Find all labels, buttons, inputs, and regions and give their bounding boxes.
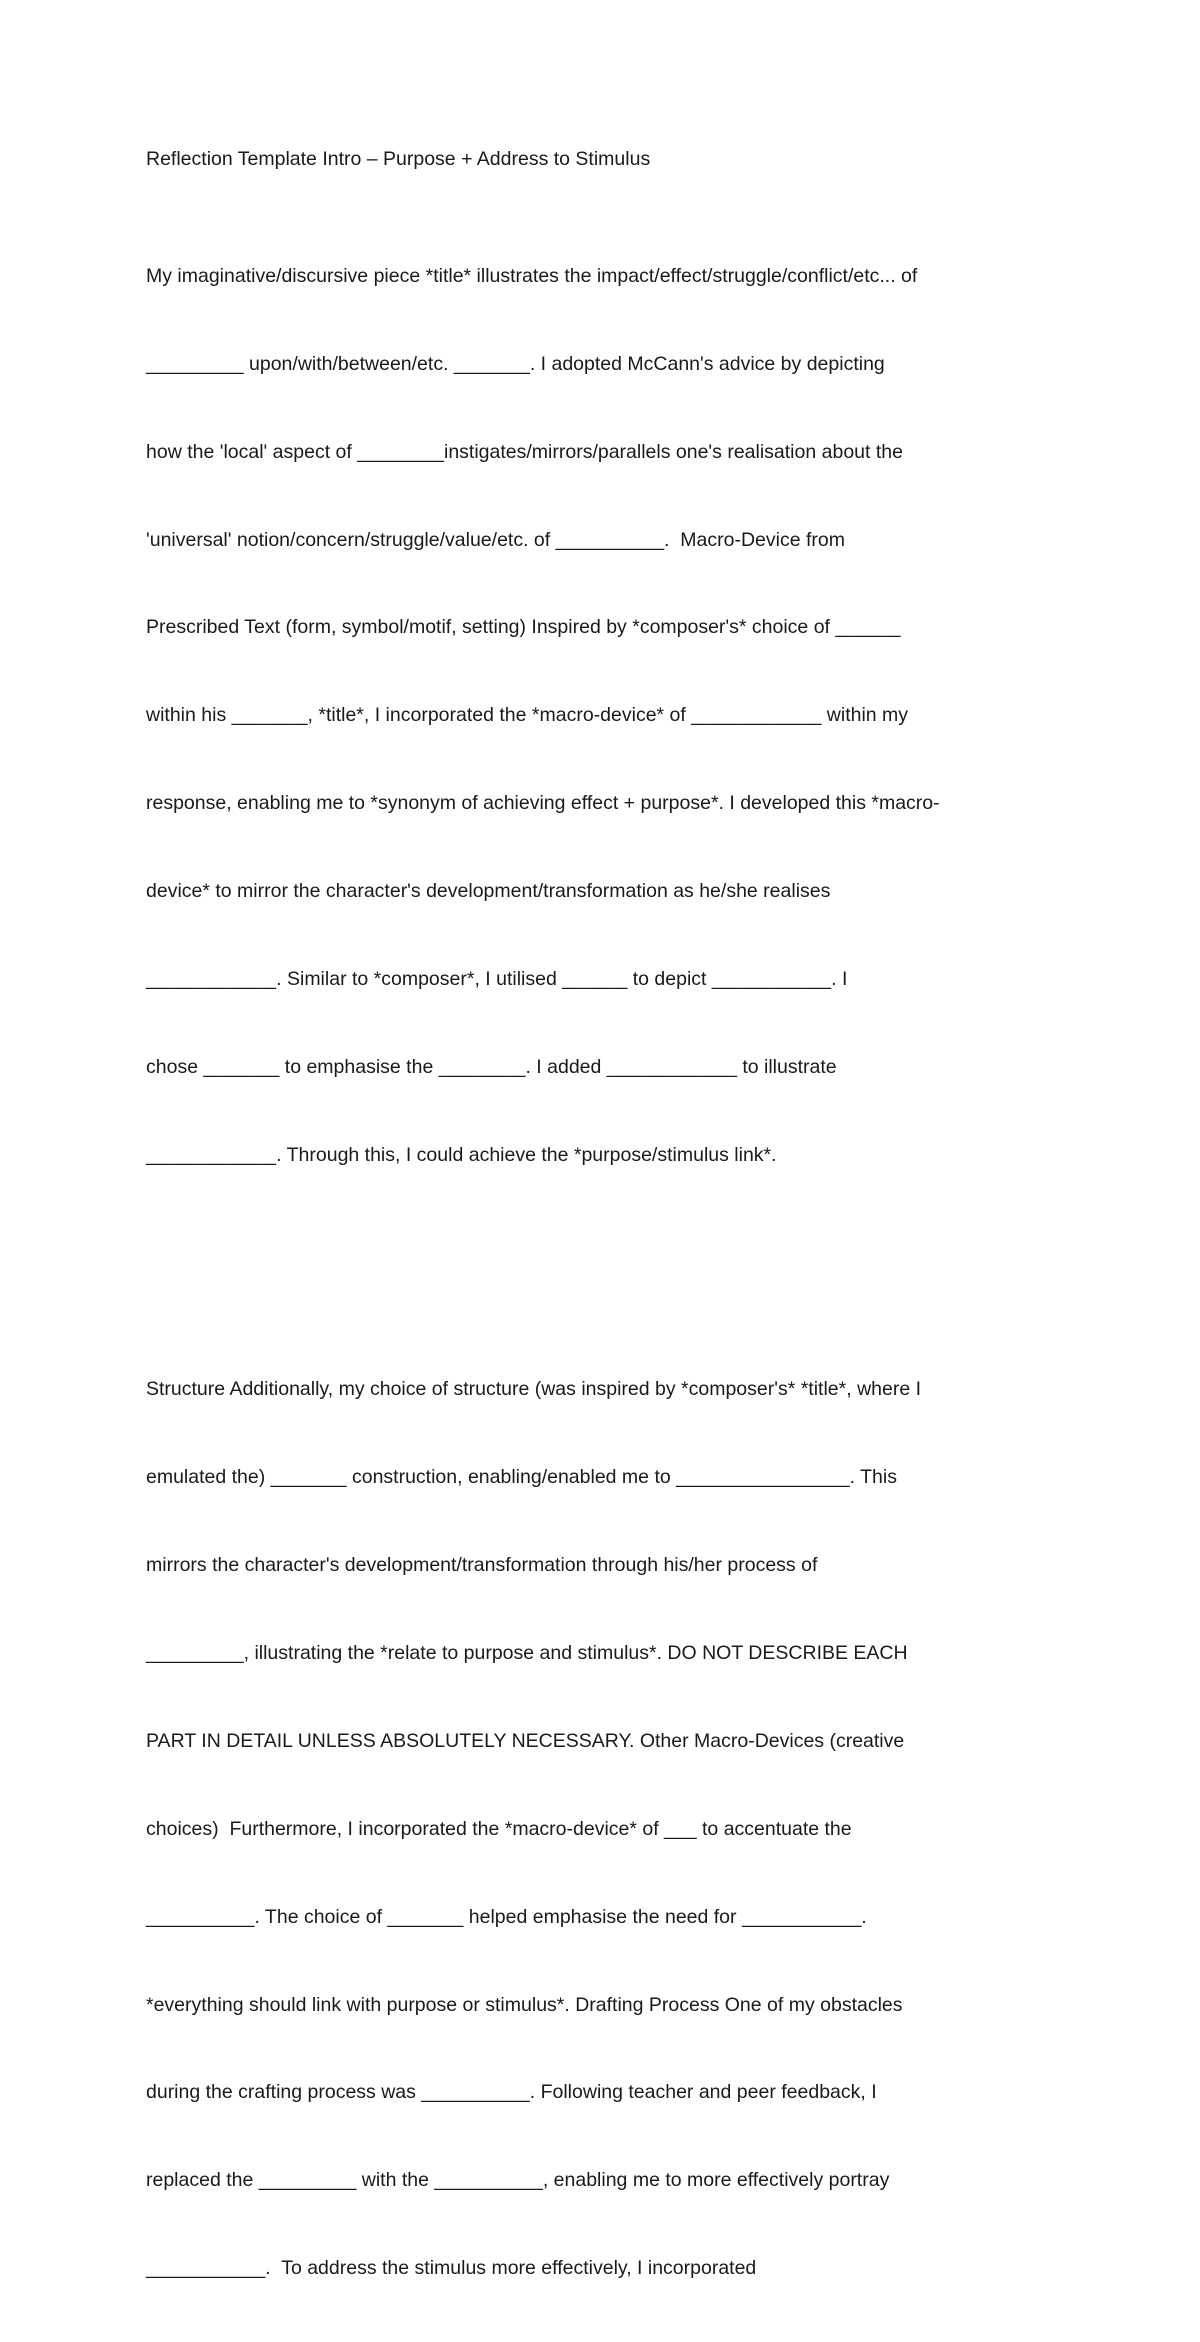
paragraph-structure bbox=[146, 1317, 1076, 2342]
paragraph-intro bbox=[146, 203, 1076, 1228]
text-line: response, enabling me to *synonym of achieving effect + purpose*. I developed this *macro- bbox=[146, 792, 940, 815]
text-line: how the 'local' aspect of ________instigates/mirrors/parallels one's realisation about the bbox=[146, 440, 903, 463]
document-heading: Reflection Template Intro – Purpose + Address to Stimulus bbox=[146, 148, 651, 170]
text-line: replaced the _________ with the __________, enabling me to more effectively portray bbox=[146, 2169, 890, 2192]
text-line: PART IN DETAIL UNLESS ABSOLUTELY NECESSARY. Other Macro-Devices (creative bbox=[146, 1729, 905, 1752]
text-line: My imaginative/discursive piece *title* illustrates the impact/effect/struggle/conflict/etc... of bbox=[146, 264, 918, 287]
text-line: during the crafting process was __________. Following teacher and peer feedback, I bbox=[146, 2081, 877, 2104]
text-line: emulated the) _______ construction, enabling/enabled me to ________________. This bbox=[146, 1466, 897, 1489]
text-line: ____________. Through this, I could achieve the *purpose/stimulus link*. bbox=[146, 1143, 777, 1166]
text-line: _________ upon/with/between/etc. _______. I adopted McCann's advice by depicting bbox=[146, 352, 885, 375]
text-line: mirrors the character's development/transformation through his/her process of bbox=[146, 1554, 818, 1577]
text-line: device* to mirror the character's development/transformation as he/she realises bbox=[146, 880, 831, 903]
text-line: within his _______, *title*, I incorporated the *macro-device* of ____________ within my bbox=[146, 704, 909, 727]
text-line: 'universal' notion/concern/struggle/value/etc. of __________. Macro-Device from bbox=[146, 528, 845, 551]
spacer bbox=[146, 174, 1076, 203]
text-line: Prescribed Text (form, symbol/motif, setting) Inspired by *composer's* choice of ______ bbox=[146, 616, 901, 639]
spacer bbox=[146, 1229, 1076, 1317]
text-line: Structure Additionally, my choice of structure (was inspired by *composer's* *title*, where I bbox=[146, 1378, 922, 1401]
text-line: ____________. Similar to *composer*, I utilised ______ to depict ___________. I bbox=[146, 968, 848, 991]
text-line: ___________. To address the stimulus more effectively, I incorporated bbox=[146, 2257, 757, 2280]
text-line: _________, illustrating the *relate to purpose and stimulus*. DO NOT DESCRIBE EACH bbox=[146, 1641, 908, 1664]
text-line: choices) Furthermore, I incorporated the *macro-device* of ___ to accentuate the bbox=[146, 1817, 852, 1840]
text-line: *everything should link with purpose or stimulus*. Drafting Process One of my obstacles bbox=[146, 1993, 903, 2016]
text-line: __________. The choice of _______ helped emphasise the need for ___________. bbox=[146, 1905, 867, 1928]
text-line: chose _______ to emphasise the ________. I added ____________ to illustrate bbox=[146, 1055, 837, 1078]
document-body bbox=[146, 145, 1076, 2342]
